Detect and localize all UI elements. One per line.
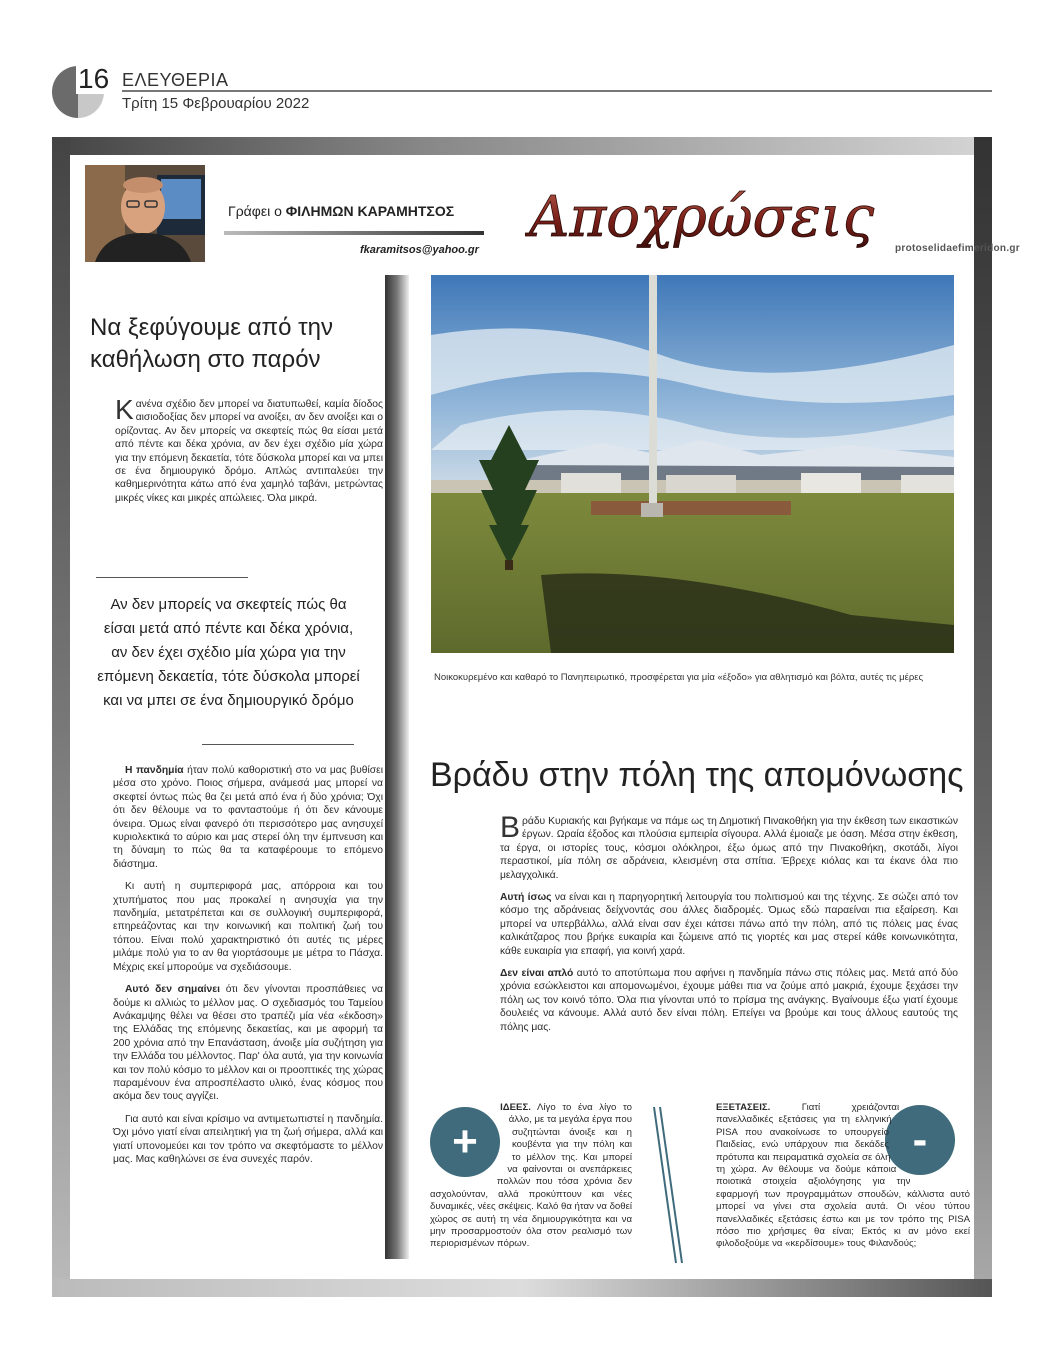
author-photo: [85, 165, 205, 262]
paragraph: [500, 811, 958, 882]
article-photo: [431, 275, 954, 653]
minus-float-spacer: [888, 1102, 970, 1180]
paragraph: [500, 967, 958, 1034]
paragraph-text: να είναι και η παρηγορητική λειτουργία του πολιτισμού και της τέχνης. Σε σώζει από τον κόσμο της αδράνειας δείχνοντάς σου άλλες διαδρομές. Όμως εδώ παραείναι πια εξαίρεση. Και μπορεί να υπερβάλλω, αλλά είναι σαν έχει κάτσει πάνω από την πόλη, από τις πόλεις μας ένας καλικάτζαρος που βρήκε ευκαιρία και ξώμεινε από τις γιορτές και μας στερεί κάθε κοινωνικότητα, κάθε ευκαιρία για επαφή, για κοινή χαρά.: [500, 892, 958, 957]
intro-text: ανένα σχέδιο δεν μπορεί να διατυπωθεί, καμία δίοδος αισιοδοξίας δεν μπορεί να ανοίξει, αν δεν ανοίξει και ο ορίζοντας. Αν δεν μπορείς να σκεφτείς πώς θα είσαι μετά από πέντε και δέκα χρόνια, αν δεν έχει σχέδιο μία χώρα για την επόμενη δεκαετία, τότε δύσκολα μπορεί και να μπει σε ένα δημιουργικό δρόμο. Απλώς αντιπαλεύει την καθημερινότητα κάτω από ένα χαμηλό ταβάνι, μετρώντας μικρές νίκες και μικρές απώλειες. Όλα μικρά.: [115, 399, 383, 504]
minus-box-text: [716, 1102, 970, 1251]
frame-right-bar: [974, 137, 992, 1297]
byline-rule: [224, 231, 484, 235]
dropcap: Κ: [115, 394, 134, 425]
paragraph: [500, 891, 958, 958]
watermark: protoselidaefimeridon.gr: [895, 243, 1020, 254]
author-email[interactable]: fkaramitsos@yahoo.gr: [360, 244, 479, 256]
paragraph: Κι αυτή η συμπεριφορά μας, απόρροια και του χτυπήματος που μας προκαλεί η ανησυχία για την πανδημία, μετατρέπεται και σε συλλογική συμπεριφορά, επηρεάζοντας και την κοινωνική και πολιτική ζωή του τόπου. Είναι πολύ χαρακτηριστικό ότι αυτές τις μέρες μιλάμε πολύ για το αν θα γιορτάσουμε με μέτρα το Πάσχα. Μέχρις εκεί μπορούμε να σχεδιάσουμε.: [113, 881, 383, 973]
author-name: ΦΙΛΗΜΩΝ ΚΑΡΑΜΗΤΣΟΣ: [285, 203, 455, 219]
paragraph: [113, 983, 383, 1104]
left-intro: [115, 394, 383, 505]
pull-quote-rule-top: [96, 577, 248, 578]
pull-quote-rule-bottom: [202, 744, 354, 745]
column-logo-text: Αποχρώσεις: [529, 185, 875, 250]
byline-prefix: Γράφει ο: [228, 203, 282, 219]
paragraph-text: αυτό το αποτύπωμα που αφήνει η πανδημία πάνω στις πόλεις μας. Μετά από δύο χρόνια εσώκλειστοι και απομονωμένοι, έχουμε μάθει πια να ζούμε από μακριά, έχουμε ξεχάσει την πόλη ως τον κοινό τόπο. Όλα πια γίνονται υπό το πρίσμα της ανάγκης. Βγαίνουμε έξω γιατί έχουμε δουλειές να κάνουμε. Αλλά αυτό δεν είναι πόλη. Επείγει να βρούμε και τους άλλους εαυτούς της πόλης μας.: [500, 968, 958, 1033]
column-divider: [385, 275, 409, 1259]
paragraph-text: ότι δεν γίνονται προσπάθειες να δούμε κι αλλιώς το μέλλον μας. Ο σχεδιασμός του Ταμείου Ανάκαμψης θέλει να θέσει στο τραπέζι μία νέα «έκδοση» της Ελλάδας της επόμενης δεκαετίας, και με αφορμή τα 200 χρόνια από την Επανάσταση, άνοιξε μία συζήτηση για την Ελλάδα του μέλλοντος. Παρ' όλα αυτά, για την κοινωνία και τον πολύ κόσμο το μέλλον και οι προοπτικές της χώρας παραμένουν ένα απροσπέλαστο υλικό, ένας κόσμος που ακόμα δεν τους αγγίζει.: [113, 984, 383, 1103]
photo-caption: Νοικοκυρεμένο και καθαρό το Πανηπειρωτικό, προσφέρεται για μία «έξοδο» για αθλητισμό και βόλτα, αυτές τις μέρες: [434, 672, 924, 683]
plus-float-spacer: [430, 1102, 512, 1186]
minus-box-lead: ΕΞΕΤΑΣΕΙΣ.: [716, 1102, 771, 1113]
divider-slashes: [648, 1105, 688, 1265]
paragraph-text: ράδυ Κυριακής και βγήκαμε να πάμε ως τη Δημοτική Πινακοθήκη για την έκθεση των εικαστικών έργων. Ωραία έξοδος και πλούσια εμπειρία σίγουρα. Αλλά έμοιαζε με όαση. Μέσα στην έκθεση, τα έργα, οι ιστορίες τους, κόσμοι ολόκληροι, έξω όμως από την Πινακοθήκη, σκοτάδι, λίγοι περαστικοί, μία πόλη σε αδράνεια, κλεισμένη στα σπίτια. Έβρεχε κιόλας και τα έκανε όλα πιο μελαγχολικά.: [500, 816, 958, 881]
paragraph-lead: Η πανδημία: [125, 765, 184, 776]
paragraph: [113, 764, 383, 871]
frame-top-bar: [52, 137, 992, 155]
page-number: 16: [78, 63, 110, 94]
newspaper-name: ΕΛΕΥΘΕΡΙΑ: [122, 70, 229, 90]
paragraph-lead: Αυτή ίσως: [500, 892, 552, 904]
plus-box-body: Λίγο το ένα λίγο το άλλο, με τα μεγάλα έργα που συζητώνται άνοιξε και η κουβέντα για την πόλη και το μέλλον της. Και μπορεί να φαίνονται οι ανεπάρκειες πολλών που τόσα χρόνια δεν ασχολούνταν, αλλά προκύπτουν και νέες δυναμικές, νέες σκέψεις. Καλό θα ήταν να δοθεί χώρος σε αυτή τη νέα δημιουργικότητα και να μην προσαρμοστούν όλα στον ρεαλισμό των περιορισμένων πόρων.: [430, 1102, 632, 1250]
right-headline: Βράδυ στην πόλη της απομόνωσης: [430, 756, 964, 794]
paragraph: Για αυτό και είναι κρίσιμο να αντιμετωπιστεί η πανδημία. Όχι μόνο γιατί είναι απειλητική για τη ζωή σήμερα, αλλά και γιατί υπονομεύει και τον τρόπο να σκεφτόμαστε το μέλλον μας. Μας καθηλώνει σε ένα συνεχές παρόν.: [113, 1113, 383, 1165]
minus-icon: -: [885, 1105, 955, 1175]
minus-box-body: Γιατί χρειάζονται πανελλαδικές εξετάσεις για τη ελληνική PISA που ανακοίνωσε το υπουργείο Παιδείας, ενώ υπάρχουν πια δεκάδες πρότυπα και πειραματικά σχολεία σε όλη τη χώρα. Αν θέλουμε να δούμε κάποια ποιοτικά στοιχεία αξιολόγησης για την εφαρμογή των προγραμμάτων σπουδών, κάλλιστα αυτό μπορεί να γίνει στα σχολεία αυτά. Οι νέου τύπου πανελλαδικές εξετάσεις έστω και με τον τρόπο της PISA πόσο πιο χρήσιμες θα είναι; Εκτός κι αν μόνο εκεί φιλοδοξούμε να «κερδίσουμε» τους Φιλανδούς;: [716, 1102, 970, 1250]
frame-left-bar: [52, 137, 70, 1297]
left-headline: Να ξεφύγουμε από την καθήλωση στο παρόν: [90, 314, 333, 373]
right-body: [500, 811, 958, 1043]
paragraph-lead: Αυτό δεν σημαίνει: [125, 984, 220, 996]
dropcap: Β: [500, 811, 521, 844]
plus-icon: +: [430, 1107, 500, 1177]
pull-quote: Αν δεν μπορείς να σκεφτείς πώς θα είσαι μετά από πέντε και δέκα χρόνια, αν δεν έχει σχέδιο μία χώρα για την επόμενη δεκαετία, τότε δύσκολα μπορεί και να μπει σε ένα δημιουργικό δρόμο: [97, 596, 360, 709]
paragraph-text: ήταν πολύ καθοριστική στο να μας βυθίσει μέσα στο χρόνο. Ποιος σήμερα, ανάμεσά μας μπορεί να σκεφτεί όντως πώς θα ζει μετά από ένα ή δύο χρόνια; Όχι ότι δεν θέλουμε να το φανταστούμε ή ότι δεν κάνουμε όνειρα. Όμως είναι φανερό ότι περισσότερο μας ανησυχεί κυριολεκτικά το αύριο και μας στερεί όλη την έμπνευση και τη δύναμη το πώς θα τα καταφέρουμε το επόμενο διάστημα.: [113, 765, 383, 870]
issue-date: Τρίτη 15 Φεβρουαρίου 2022: [122, 95, 310, 112]
left-body: [113, 764, 383, 1175]
paragraph-lead: Δεν είναι απλό: [500, 968, 574, 980]
column-logo: [525, 180, 915, 260]
author-byline: [228, 203, 454, 219]
plus-box-lead: ΙΔΕΕΣ.: [500, 1102, 531, 1113]
header-rule: [122, 90, 992, 92]
plus-box-text: [430, 1102, 632, 1251]
frame-bottom-bar: [52, 1279, 992, 1297]
